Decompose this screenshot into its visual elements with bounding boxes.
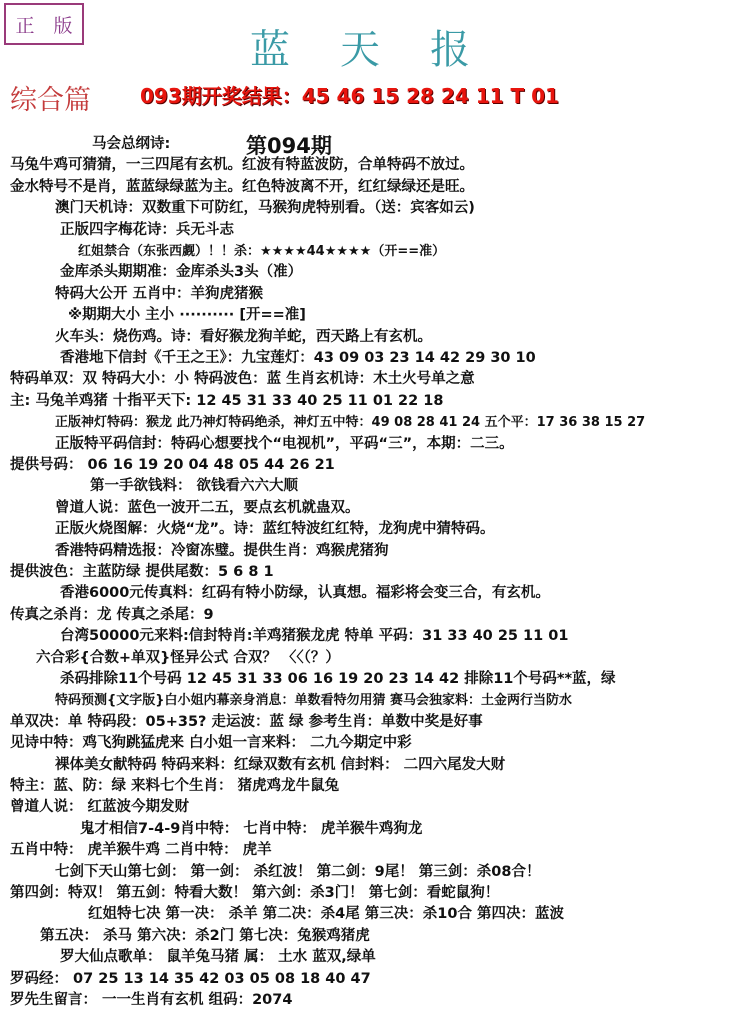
text-line: 马会总纲诗: — [92, 136, 171, 152]
text-line: 杀码排除11个号码 12 45 31 33 06 16 19 20 23 14 42 排除11个号码**蓝，绿 — [60, 671, 616, 687]
badge-left: 正 — [15, 14, 35, 37]
text-line: 单双决：单 特码段：05+35? 走运波：蓝 绿 参考生肖：单数中奖是好事 — [10, 714, 483, 730]
masthead-title: 蓝天报 — [250, 27, 520, 73]
text-line: 传真之杀肖：龙 传真之杀尾：9 — [10, 607, 214, 623]
text-line: 正版四字梅花诗：兵无斗志 — [60, 222, 234, 238]
text-line: 曾道人说：蓝色一波开二五，要点玄机就蛊双。 — [55, 500, 360, 516]
text-line: 七剑下天山第七剑： 第一剑： 杀红波！ 第二剑：9尾！ 第三剑：杀08合！ — [55, 864, 541, 880]
text-line: 红姐特七决 第一决： 杀羊 第二决：杀4尾 第三决：杀10合 第四决：蓝波 — [88, 906, 565, 922]
text-line: 红姐禁合（东张西觑）！！杀：★★★★44★★★★（开==准） — [78, 244, 446, 259]
text-line: 罗大仙点歌单： 鼠羊兔马猪 属： 土水 蓝双,绿单 — [60, 949, 376, 965]
text-line: 提供波色：主蓝防绿 提供尾数：5 6 8 1 — [10, 564, 274, 580]
text-line: 正版神灯特码：猴龙 此乃神灯特码绝杀，神灯五中特：49 08 28 41 24 五个平：17 36 38 15 27 — [55, 415, 646, 430]
text-line: 第四剑：特双！ 第五剑：特看大数！ 第六剑：杀3门！ 第七剑：看蛇鼠狗！ — [10, 885, 500, 901]
text-line: 特码大公开 五肖中：羊狗虎猪猴 — [55, 286, 264, 302]
text-line: 火车头：烧伤鸡。诗：看好猴龙狗羊蛇，西天路上有玄机。 — [55, 329, 432, 345]
text-line: 六合彩{合数+单双}怪异公式 合双？ 〈〈（？） — [36, 650, 340, 666]
text-line: 正版特平码信封：特码心想要找个“电视机”，平码“三”，本期：二三。 — [55, 436, 514, 452]
text-line: 台湾50000元来料:信封特肖:羊鸡猪猴龙虎 特单 平码：31 33 40 25 11 01 — [60, 628, 569, 644]
text-line: 马兔牛鸡可猜猜，一三四尾有玄机。红波有特蓝波防，合单特码不放过。 — [10, 157, 474, 173]
issue-number: 第094期 — [246, 134, 332, 158]
text-line: ※期期大小 主小 ·········· [开==准] — [68, 307, 306, 323]
text-line: 裸体美女献特码 特码来料：红绿双数有玄机 信封料： 二四六尾发大财 — [55, 757, 506, 773]
text-line: 罗码经： 07 25 13 14 35 42 03 05 08 18 40 47 — [10, 971, 371, 987]
text-line: 罗先生留言： 一一生肖有玄机 组码：2074 — [10, 992, 293, 1008]
text-line: 特码预测{文字版}白小姐内幕亲身消息：单数看特勿用猜 赛马会独家料：土金两行当防水 — [55, 693, 573, 708]
text-line: 鬼才相信7-4-9肖中特： 七肖中特： 虎羊猴牛鸡狗龙 — [80, 821, 423, 837]
text-line: 见诗中特：鸡飞狗跳猛虎来 白小姐一言来料： 二九今期定中彩 — [10, 735, 412, 751]
text-line: 金库杀头期期准：金库杀头3头（准） — [60, 264, 303, 280]
text-line: 主: 马兔羊鸡猪 十指平天下: 12 45 31 33 40 25 11 01 22 18 — [10, 393, 444, 409]
draw-result: 093期开奖结果：45 46 15 28 24 11 T 01 — [140, 84, 559, 108]
text-line: 第一手欲钱料： 欲钱看六六大顺 — [90, 478, 299, 494]
text-line: 香港特码精选报：冷窗冻璧。提供生肖：鸡猴虎猪狗 — [55, 543, 389, 559]
text-line: 香港6000元传真料：红码有特小防绿，认真想。福彩将会变三合，有玄机。 — [60, 585, 550, 601]
genuine-badge — [4, 3, 84, 45]
text-line: 特主：蓝、防：绿 来料七个生肖： 猪虎鸡龙牛鼠兔 — [10, 778, 340, 794]
text-line: 香港地下信封《千王之王》：九宝莲灯：43 09 03 23 14 42 29 30 10 — [60, 350, 536, 366]
text-line: 五肖中特： 虎羊猴牛鸡 二肖中特： 虎羊 — [10, 842, 272, 858]
text-line: 曾道人说： 红蓝波今期发财 — [10, 799, 190, 815]
text-line: 提供号码： 06 16 19 20 04 48 05 44 26 21 — [10, 457, 335, 473]
text-line: 特码单双：双 特码大小：小 特码波色：蓝 生肖玄机诗：木土火号单之意 — [10, 371, 475, 387]
text-line: 第五决： 杀马 第六决：杀2门 第七决：兔猴鸡猪虎 — [40, 928, 370, 944]
section-title: 综合篇 — [10, 85, 91, 116]
text-line: 正版火烧图解：火烧“龙”。诗：蓝红特波红红特，龙狗虎中猜特码。 — [55, 521, 495, 537]
text-line: 澳门天机诗：双数重下可防红，马猴狗虎特别看。（送：宾客如云) — [55, 200, 475, 216]
text-line: 金水特号不是肖，蓝蓝绿绿蓝为主。红色特波离不开，红红绿绿还是旺。 — [10, 179, 474, 195]
badge-right: 版 — [53, 14, 73, 37]
